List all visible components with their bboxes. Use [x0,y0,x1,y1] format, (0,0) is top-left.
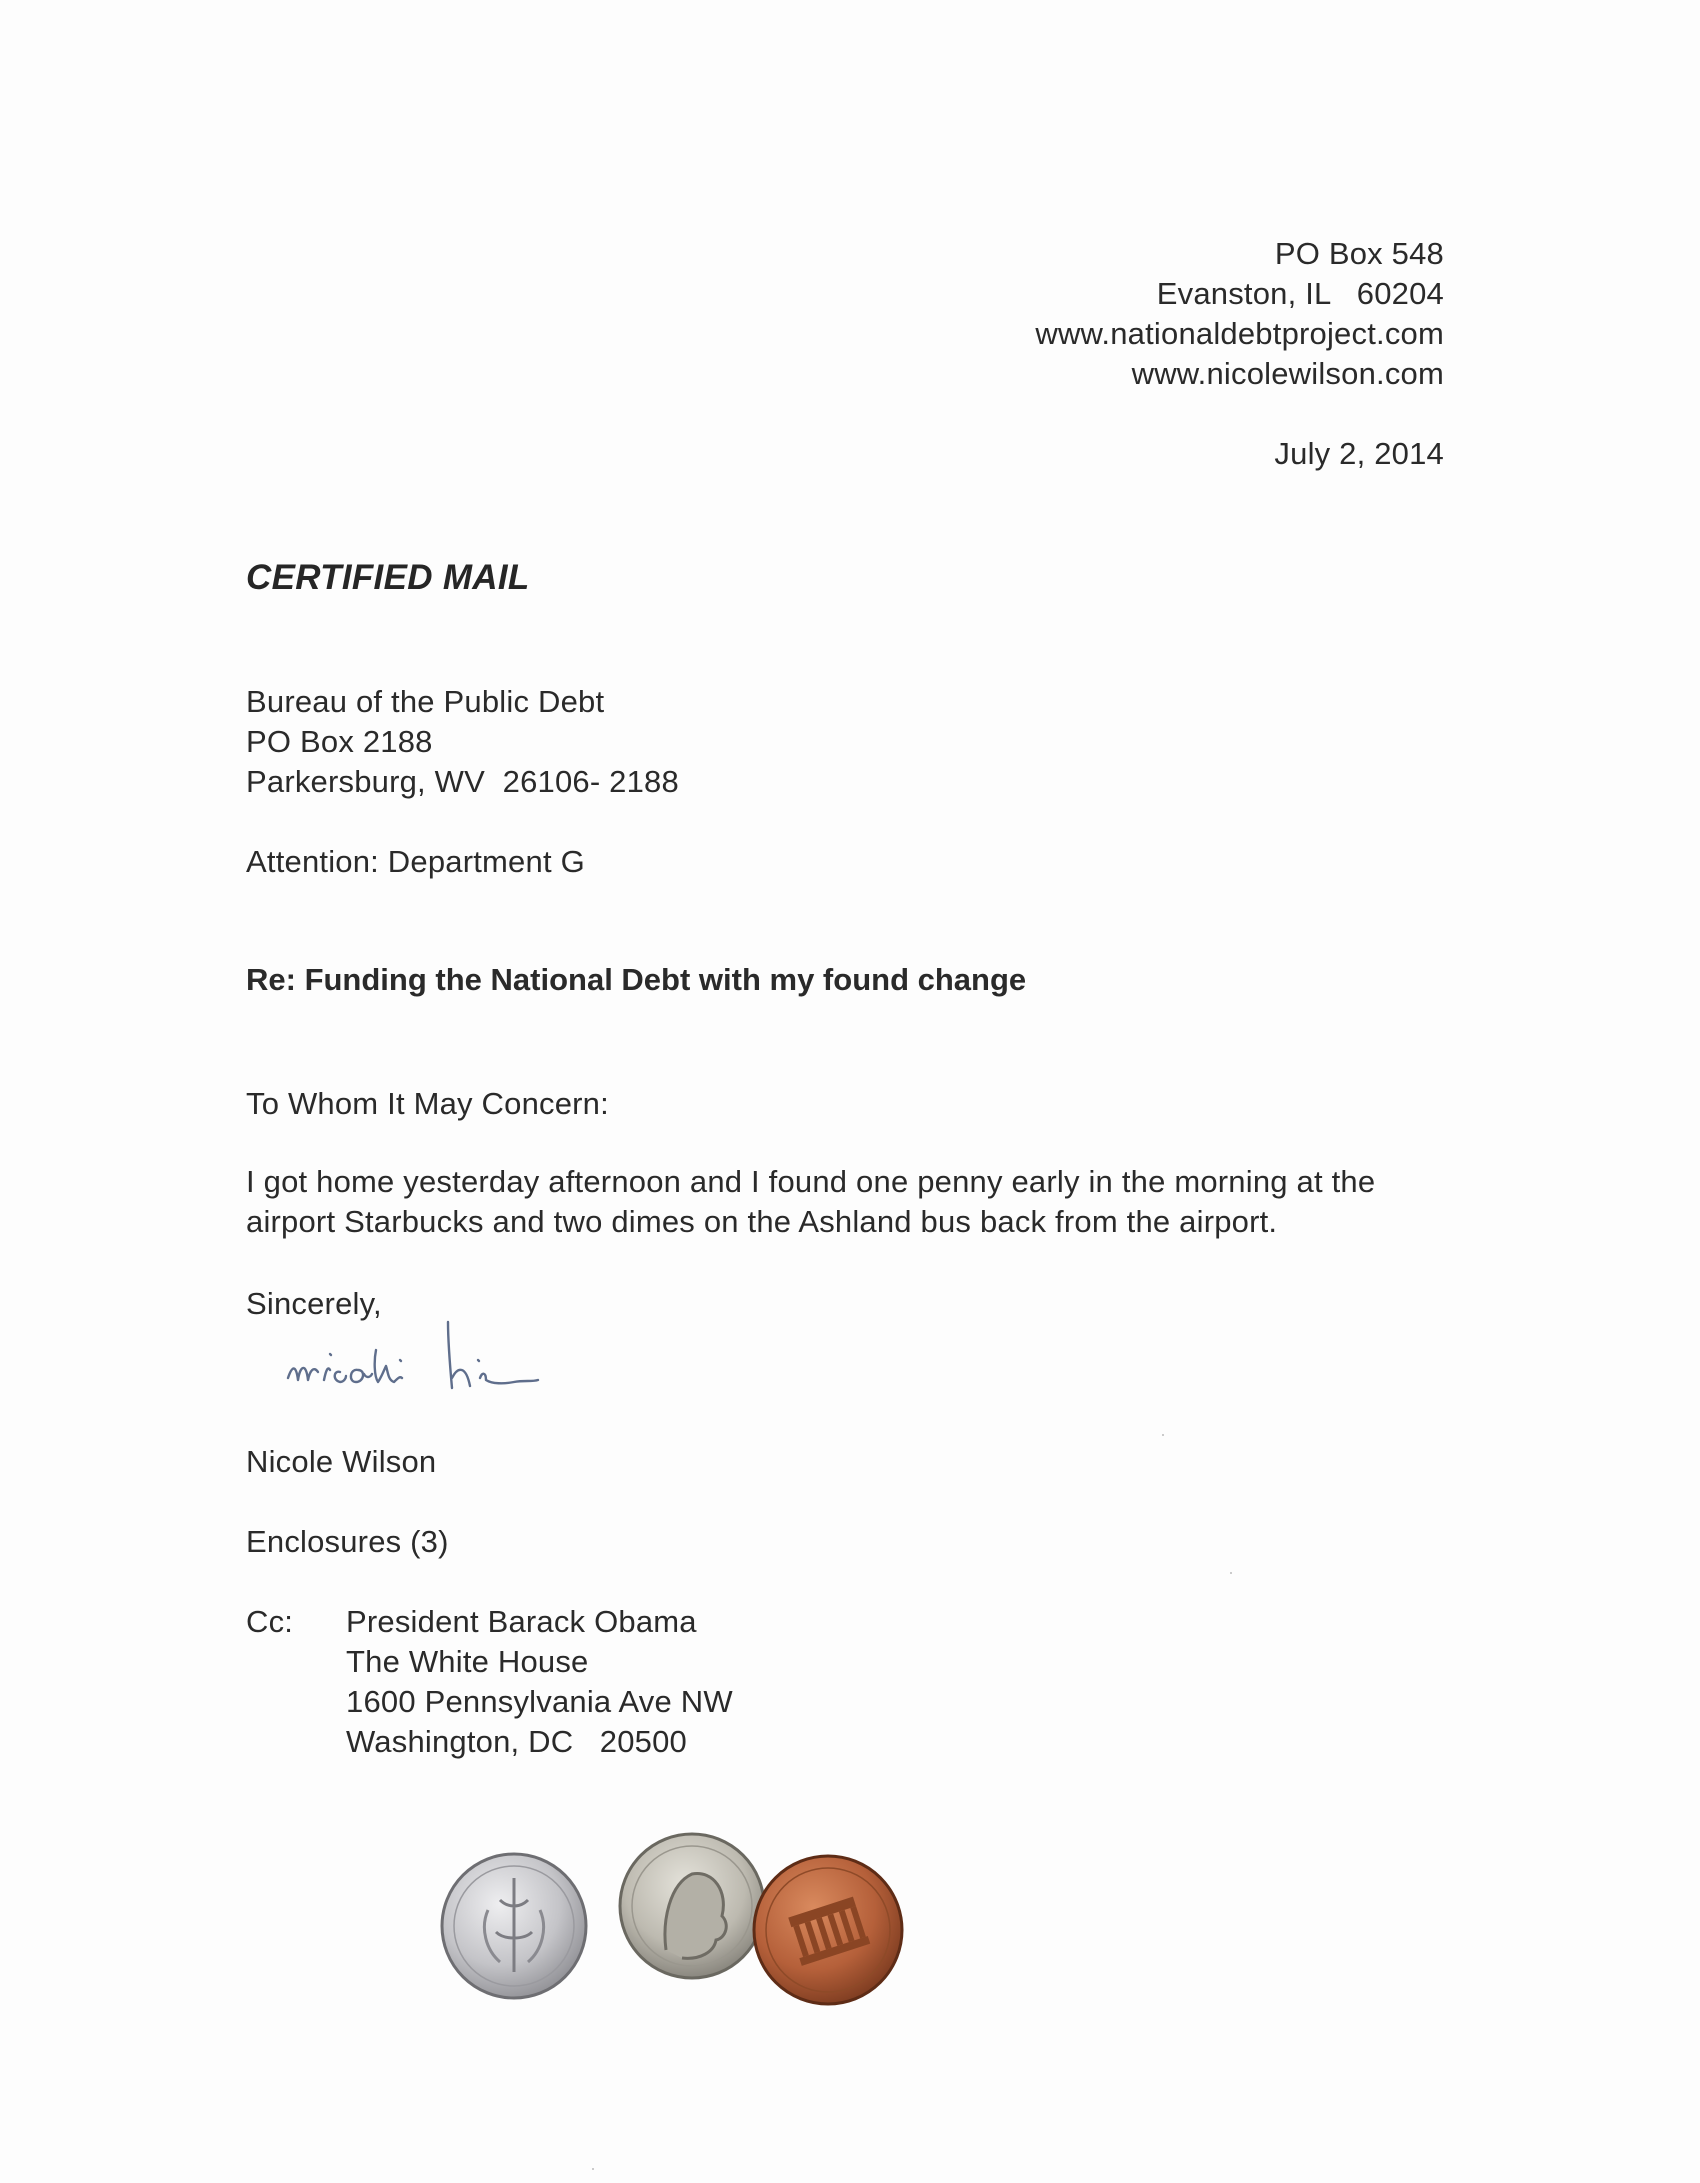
sender-website-2: www.nicolewilson.com [1131,356,1444,391]
salutation: To Whom It May Concern: [246,1086,609,1121]
cc-organization: The White House [346,1644,589,1679]
dime-reverse-coin [442,1854,586,1998]
sender-website-1: www.nationaldebtproject.com [1035,316,1444,351]
cc-address [346,1602,733,1762]
cc-street: 1600 Pennsylvania Ave NW [346,1684,733,1719]
cc-name: President Barack Obama [346,1604,697,1639]
body-line-1: I got home yesterday afternoon and I found one penny early in the morning at the [246,1164,1376,1199]
body-paragraph [246,1162,1486,1242]
scan-speck [592,2168,594,2170]
sender-city-state-zip: Evanston, IL 60204 [1156,276,1444,311]
scan-speck [1162,1434,1164,1436]
penny-coin [754,1856,902,2004]
sender-address [1035,234,1444,394]
signer-name: Nicole Wilson [246,1444,437,1479]
body-line-2: airport Starbucks and two dimes on the Ashland bus back from the airport. [246,1204,1278,1239]
dime-obverse-coin [620,1834,764,1978]
recipient-city-state-zip: Parkersburg, WV 26106- 2188 [246,764,679,799]
recipient-po-box: PO Box 2188 [246,724,433,759]
attention-line: Attention: Department G [246,844,585,879]
recipient-name: Bureau of the Public Debt [246,684,605,719]
subject-line: Re: Funding the National Debt with my found change [246,962,1027,997]
handwritten-signature [280,1300,640,1410]
sender-po-box: PO Box 548 [1274,236,1444,271]
enclosures-line: Enclosures (3) [246,1524,449,1559]
letter-date: July 2, 2014 [1274,436,1444,471]
closing: Sincerely, [246,1286,382,1321]
certified-mail-label: CERTIFIED MAIL [246,558,530,597]
cc-label: Cc: [246,1604,294,1639]
scan-speck [1230,1572,1232,1574]
cc-city-state-zip: Washington, DC 20500 [346,1724,687,1759]
recipient-address [246,682,679,802]
enclosed-coins [430,1820,950,2020]
